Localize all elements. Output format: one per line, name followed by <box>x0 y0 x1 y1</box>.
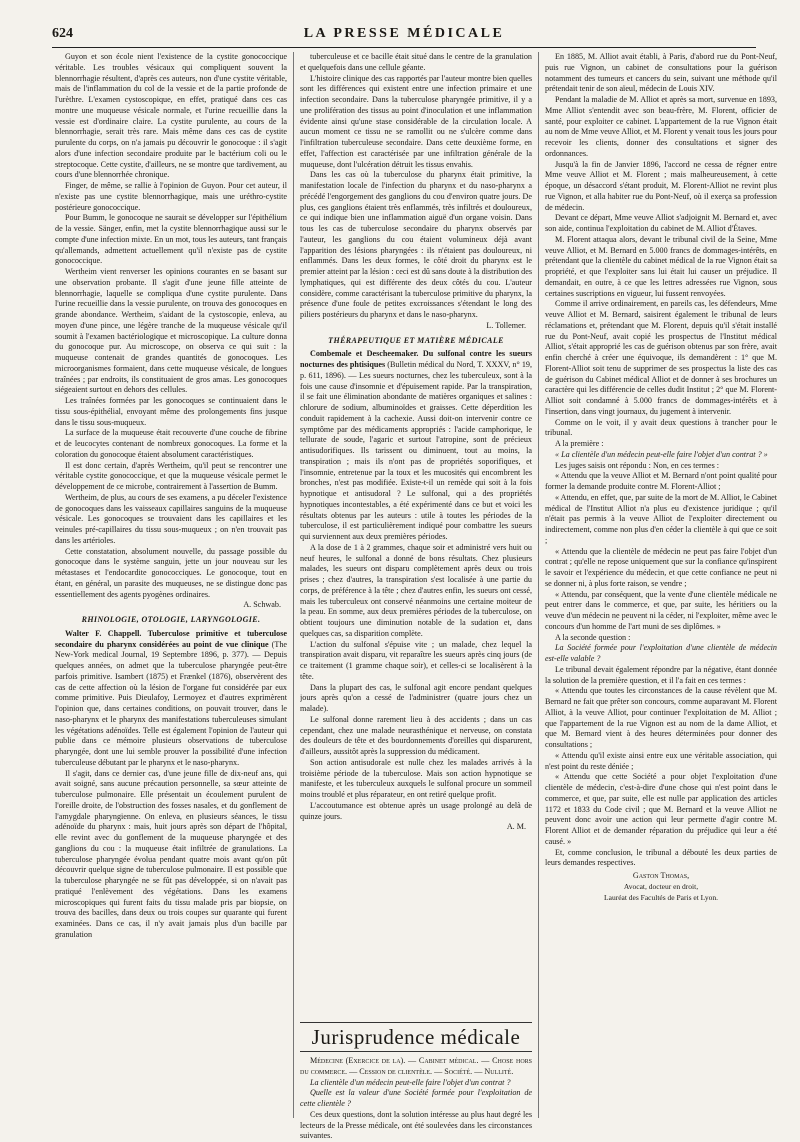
jurisprudence-intro <box>300 1056 532 1142</box>
paragraph: A la première : <box>555 439 604 448</box>
paragraph: Dans les cas où la tuberculose du pharynx était primitive, la manifestation locale de l'infection du pharynx et du naso-pharynx a précédé l'engorgement des ganglions du cou d'environ quatre jours. De plus, ces ganglions étaient très enflammés, très infiltrés et douloureux, ce qui indique bien une inflammation aiguë d'un organe voisin. Dans tous les cas de tuberculose secondaire du pharynx observés par l'auteur, les ganglions du cou étaient volumineux déjà avant l'apparition des lésions pharyngées : ils n'étaient pas douloureux, ni enflammés. Dans les deux formes, le côté droit du pharynx est le premier atteint par la lésion : ceci est dû sans doute à la distribution des lymphatiques, qui est différente des deux côtés du cou. L'auteur considère, comme caractérisant la tuberculose primitive du pharynx, la présence d'une foule de petites excroissances s'étendant le long des piliers postérieurs du pharynx et dans le naso-pharynx. <box>300 170 532 319</box>
paragraph: « Attendu que cette Société a pour objet l'exploitation d'une clientèle de médecin, c'est-à-dire d'une chose qui n'est point dans le commerce, et que, par suite, elle est nulle par application des articles 1172 et 1833 du Code civil ; que M. Bernard et la veuve Alliot ne peuvent donc avoir une action qui leur permette d'agir contre M. Florent Alliot et de demander réparation du préjudice qui leur a été causé. » <box>545 772 777 846</box>
author-signature: L. Tollemer. <box>486 320 526 330</box>
citation: (Bulletin médical du Nord, T. XXXV, n° 19, p. 611, 1896). — <box>300 360 532 380</box>
paragraph: Guyon et son école nient l'existence de la cystite gonococcique véritable. Les troubles vésicaux qui compliquent souvent la blennorrhagie résultent, d'après ces auteurs, non d'une cystite véritable, mais de l'inflammation du col de la vessie et de la partie profonde de l'urèthre. L'examen cystoscopique, en effet, pratiqué dans ces cas montre une muqueuse vésicale normale, et l'urine recueillie dans la vessie est d'ordinaire claire. La cystite purulente, au cours de la blennorrhagie, serait très rare. Mais même dans ces cas de cystite purulente du corps, on n'a jamais pu découvrir le gonocoque : il s'agit alors d'une infection secondaire produite par le bactérium coli ou le streptocoque. Cette cystite, d'ailleurs, ne se montre que tardivement, au cours d'une blennorrhée chronique. <box>55 52 287 180</box>
author-title: Lauréat des Facultés de Paris et Lyon. <box>604 892 718 902</box>
paragraph: Ces deux questions, dont la solution intéresse au plus haut degré les lecteurs de la Presse médicale, ont été soulevées dans les circonstances suivantes. <box>300 1109 532 1141</box>
paragraph: Son action antisudorale est nulle chez les malades arrivés à la troisième période de la tuberculose. Mais son action hypnotique se manifeste, et les tuberculeux auxquels le sulfonal procure un sommeil moins troublé et plus réparateur, en ont retiré quelque profit. <box>300 757 532 799</box>
article-lead <box>55 629 287 769</box>
quote: La Société formée pour l'exploitation d'une clientèle de médecin est-elle valable ? <box>545 643 777 663</box>
quote: « La clientèle d'un médecin peut-elle faire l'objet d'un contrat ? » <box>555 449 768 459</box>
column-1 <box>55 52 287 1118</box>
paragraph: L'accoutumance est obtenue après un usage prolongé au delà de quinze jours. <box>300 800 532 821</box>
paragraph: Wertheim, de plus, au cours de ses examens, a pu déceler l'existence de gonocoques dans les vaisseaux capillaires sanguins de la muqueuse vésicale. Les gonocoques se trouvaient dans les capillaires et les veinules pré-capillaires du tissu sous-muqueux ; on n'en trouvait pas dans les artérioles. <box>55 492 287 545</box>
header-rule <box>52 47 756 48</box>
keywords: Médecine (Exercice de la). — Cabinet médical. — Chose hors du commerce. — Cession de clientèle. — Société. — Nullité. <box>300 1056 532 1076</box>
paragraph: Et, comme conclusion, le tribunal a débouté les deux parties de leurs demandes respectives. <box>545 847 777 868</box>
paragraph: Les juges saisis ont répondu : Non, en ces termes : <box>555 460 720 470</box>
paragraph: Pour Bumm, le gonocoque ne saurait se développer sur l'épithélium de la vessie. Sänger, enfin, met la cystite blennorrhagique aussi sur le compte d'une infection mixte. En un mot, tous les auteurs, tant français qu'allemands, admettent actuellement qu'il n'existe pas de cystite gonococcique. <box>55 213 287 266</box>
section-heading: RHINOLOGIE, OTOLOGIE, LARYNGOLOGIE. <box>81 615 261 624</box>
paragraph: Dans la plupart des cas, le sulfonal agit encore pendant quelques jours après qu'on a cessé de l'administrer (quatre jours chez un malade). <box>300 682 532 713</box>
author-signature: A. M. <box>506 822 526 832</box>
paragraph: Le tribunal devait également répondre par la négative, étant donnée la solution de la première question, et il l'a fait en ces termes : <box>545 664 777 685</box>
paragraph: La surface de la muqueuse était recouverte d'une couche de fibrine et de leucocytes contenant de nombreux gonocoques. La forme et la coloration du gonocoque étaient absolument caractéristiques. <box>55 428 287 459</box>
paragraph: « Attendu qu'il existe ainsi entre eux une véritable association, qui n'est point du reste déniée ; <box>545 750 777 771</box>
paragraph: « Attendu que toutes les circonstances de la cause révèlent que M. Bernard ne fait que prêter son concours, comme auparavant M. Florent Alliot, à la veuve Alliot, pour continuer l'exploitation de M. Alliot ; que l'appartement de la rue Vignon est au nom de la dame Alliot, et que M. Bernard vient à des heures déterminées pour donner des consultations ; <box>545 686 777 749</box>
paragraph: Devant ce départ, Mme veuve Alliot s'adjoignit M. Bernard et, avec son aide, continua l'exploitation du cabinet de M. Alliot d'Étaves. <box>545 213 777 233</box>
question: La clientèle d'un médecin peut-elle faire l'objet d'un contrat ? <box>310 1077 511 1087</box>
paragraph: « Attendu que la clientèle de médecin ne peut pas faire l'objet d'un contrat ; qu'elle ne repose uniquement que sur la confiance qu'inspirent le savoir et l'expérience du médecin, et que cette confiance ne peut ni se donner ni, à plus forte raison, se vendre ; <box>545 546 777 588</box>
paragraph: Finger, de même, se rallie à l'opinion de Guyon. Pour cet auteur, il n'existe pas une cystite blennorrhagique, mais une uréthro-cystite postérieure gonococcique. <box>55 181 287 212</box>
paragraph: Les sueurs nocturnes, chez les tuberculeux, sont à la fois une cause d'insomnie et d'épuisement rapide. Par la transpiration, il se fait une élimination abondante de matières organiques et salines : chlorure de sodium, albuminoïdes et graisses. Cette déperdition les conduit rapidement à la cachexie. Aussi doit-on intervenir contre ce symptôme par des médicaments appropriés : l'acide camphorique, le tellurate de soude, l'agaric et surtout l'atropine, sont de précieux antisudorifiques. Ils tarissent ou diminuent, tout au moins, la transpiration ; mais ils n'ont pas de propriétés soporifiques, et l'insomnie, entretenue par la toux et les mucosités qui encombrent les bronches, n'est pas modifiée. Existe-t-il un remède qui soit à la fois hypnotique et antisudoral ? Le sulfonal, qui a des propriétés hypnotiques incontestables, a été expérimenté dans ce but et voici les résultats obtenus par les auteurs : utile à toutes les périodes de la tuberculose, il est particulièrement indiqué pour combattre les sueurs qui surviennent aux deux premières périodes. <box>300 370 532 541</box>
article-title: Walter F. Chappell. Tuberculose primitive et tuberculose secondaire du pharynx considérées au point de vue clinique <box>55 628 287 649</box>
author-title: Avocat, docteur en droit, <box>623 881 699 891</box>
paragraph: « Attendu que la veuve Alliot et M. Bernard n'ont point qualité pour former la demande produite contre M. Florent-Alliot ; <box>545 471 777 491</box>
article-title: Combemale et Descheemaker. Du sulfonal contre les sueurs nocturnes des phtisiques <box>300 349 532 369</box>
author-signature: Gaston Thomas, <box>632 871 690 880</box>
paragraph: A la seconde question : <box>555 632 631 642</box>
column-2 <box>300 52 532 1118</box>
paragraph: Le sulfonal donne rarement lieu à des accidents ; dans un cas cependant, chez une malade neurasthénique et nerveuse, on constata des douleurs de tête et des bourdonnements d'oreilles qui disparurent, d'ailleurs, aussitôt après la suppression du médicament. <box>300 714 532 756</box>
citation: (The New-York medical Journal, 19 Septembre 1896, p. 377). — <box>55 639 287 660</box>
paragraph: Il s'agit, dans ce dernier cas, d'une jeune fille de dix-neuf ans, qui avait soigné, sans aucune précaution personnelle, sa sœur atteinte de tuberculose pulmonaire. Elle présentait un écoulement purulent de l'oreille droite, de l'obstruction des fosses nasales, et du gonflement de l'amygdale pharyngienne. On enleva, en plusieurs séances, le tissu adénoïde du pharynx : mais, huit jours après son départ de l'hôpital, elle revint avec du gonflement de la muqueuse pharyngée et des ganglions du cou : la muqueuse était infiltrée de granulations. La tuberculose pharyngée évolua pendant quatre mois avant qu'on pût découvrir quelque signe de tuberculose pulmonaire. Il est possible que la tuberculose pharyngée ne se fût pas développée, si on n'avait pas pratiqué l'enlèvement des végétations. Dans les examens microscopiques qui furent faits du tissu malade pris par biopsie, on trouva des bacilles, dans deux ou trois coupes sur quarante qui furent examinées. Dans ce cas, il n'y avait jamais plus d'un bacille par granulation <box>55 768 287 939</box>
section-heading: THÉRAPEUTIQUE ET MATIÈRE MÉDICALE <box>328 335 504 345</box>
paragraph: tuberculeuse et ce bacille était situé dans le centre de la granulation et quelquefois dans une cellule géante. <box>300 52 532 72</box>
paragraph: Jusqu'à la fin de Janvier 1896, l'accord ne cessa de régner entre Mme veuve Alliot et M. Florent ; mais malheureusement, à cette époque, un désaccord s'étant produit, M. Florent-Alliot ne revint plus rue Vignon, et alla habiter rue du Pont-Neuf, où il exerça sa profession de médecin. <box>545 159 777 212</box>
author-signature: A. Schwab. <box>243 600 281 610</box>
article-lead <box>300 349 532 543</box>
paragraph: Cette constatation, absolument nouvelle, du passage possible du gonocoque dans le système sanguin, jette un jour nouveau sur les métastases et l'endocardite gonococciques. Le gonocoque, tout en étant, en général, un parasite des muqueuses, ne se distingue donc pas essentiellement des agents pyogènes ordinaires. <box>55 546 287 599</box>
paragraph: « Attendu, en effet, que, par suite de la mort de M. Alliot, le Cabinet médical de l'Institut Alliot n'a plus eu d'existence juridique ; qu'il n'était pas permis à la veuve Alliot de l'exploiter directement ou indirectement, comme non plus d'en céder la clientèle à qui que ce soit ; <box>545 492 777 545</box>
paragraph: Comme il arrive ordinairement, en pareils cas, les défendeurs, Mme veuve Alliot et M. Bernard, saisirent également le tribunal de leurs réclamations et, prétendant que M. Florent, depuis qu'il s'était installé rue du Pont-Neuf, avait copié les prospectus de l'Institut médical Alliot, s'était approprié les cas de guérison obtenus par son frère, avait enfin cherché à créer une équivoque, ils demandèrent : 1° que M. Florent-Alliot soit tenu de supprimer de ses prospectus la liste des cas de guérison du Cabinet médical Alliot et de donner à ses brochures un caractère qui les différencie de celles dudit Institut ; 2° que M. Florent-Alliot soit condamné à 5.000 francs de dommages-intérêts et à l'insertion, dans vingt journaux, du jugement à intervenir. <box>545 299 777 416</box>
paragraph: Pendant la maladie de M. Alliot et après sa mort, survenue en 1893, Mme Alliot s'entendit avec son beau-frère, M. Florent, officier de santé, pour exploiter ce cabinet. L'appartement de la rue Vignon était au nom de Mme veuve Alliot, et M. Florent y venait tous les jours pour recevoir les clients, donner des consultations et signer des ordonnances. <box>545 95 777 158</box>
paragraph: Les traînées formées par les gonocoques se continuaient dans le tissu sous-épithélial, envoyant même des prolongements fins jusque dans le tissu sous-muqueux. <box>55 396 287 427</box>
question: Quelle est la valeur d'une Société formée pour l'exploitation de cette clientèle ? <box>300 1088 532 1108</box>
page-number: 624 <box>52 26 73 41</box>
paragraph: Comme on le voit, il y avait deux questions à trancher pour le tribunal. <box>545 417 777 438</box>
journal-title: LA PRESSE MÉDICALE <box>303 26 505 41</box>
column-divider <box>293 52 294 1118</box>
paragraph: Wertheim vient renverser les opinions courantes en se basant sur une observation probante. Il s'agit d'une jeune fille atteinte de blennorrhagie, laquelle se compliqua d'une cystite purulente. Dans l'urine recueillie dans la vessie purulente, on trouva des gonocoques en grande abondance. Wertheim, s'aidant de la cystoscopie, enleva, au moyen d'une pince, une légère tranche de la muqueuse vésicale qu'il soumit à l'examen bactériologique et microscopique. La culture donna du gonocoque pur. Au microscope, on observa ce qui suit : la muqueuse contenait de grandes quantités de gonocoques. Les microorganismes formaient, dans cette muqueuse vésicale, de longues traînées ; par endroits, ils constituaient de gros amas. Les gonocoques siégeaient surtout en dehors des cellules. <box>55 267 287 395</box>
paragraph: Depuis quelques années, on admet que la tuberculose pharyngée peut-être parfois primitive. Isambert (1875) et Frænkel (1876), observèrent des cas de cette affection où la lésion de l'organe fut considérée par eux comme primitive. Puis Dieulafoy, Lermoyez et d'autres exprimèrent l'opinion que, dans certaines conditions, on pouvait trouver, dans le naso-pharynx et le pharynx des manifestations tuberculeuses simulant les végétations adénoïdes. Telle est également l'opinion de l'auteur qui publie dans ce mémoire plusieurs observations de tuberculose pharyngée, dont une lui semble prouver la possibilité d'une infection tuberculeuse débutant par le pharynx et le naso-pharynx. <box>55 650 287 767</box>
jurisprudence-banner: Jurisprudence médicale <box>300 1022 532 1052</box>
column-divider <box>538 52 539 1118</box>
page-header <box>52 26 756 44</box>
column-3 <box>545 52 777 1118</box>
paragraph: A la dose de 1 à 2 grammes, chaque soir et administré vers huit ou neuf heures, le sulfonal a donné de bons résultats. Chez plusieurs malades, les sueurs ont disparu complètement après deux ou trois prises ; chez d'autres, la transpiration s'est localisée à une partie du corps, de préférence à la tête ; chez d'autres enfin, les sueurs ont cessé, mais les tuberculeux ont conservé néanmoins une certaine moiteur de la peau. En somme, aux deux premières périodes de la tuberculose, on obtient toujours une diminution notable de la sudation et, dans quelques cas, sa disparition complète. <box>300 542 532 638</box>
paragraph: L'action du sulfonal s'épuise vite ; un malade, chez lequel la transpiration avait disparu, vit reparaître les sueurs après cinq jours (de ce traitement (1 gramme chaque soir), et celles-ci se localisèrent à la tête. <box>300 639 532 681</box>
paragraph: L'histoire clinique des cas rapportés par l'auteur montre bien quelles sont les différences qui existent entre une infection primaire et une infection secondaire. Dans la tuberculose pharyngée primitive, il y a une prolifération des tissus au point d'inoculation et une inflammation évidente ainsi qu'une stase considérable de la circulation locale. A aucun moment ce tissu ne se ramollit ou ne s'ulcère comme dans l'infiltration tuberculeuse secondaire. Dans cette deuxième forme, en effet, l'affection est caractérisée par une infiltration générale de la muqueuse, dont l'ulcération détruit les tissus envahis. <box>300 73 532 169</box>
paragraph: « Attendu, par conséquent, que la vente d'une clientèle médicale ne peut entrer dans le commerce, et que, par suite, les héritiers ou la veuve d'un médecin ne peuvent ni la céder, ni l'exploiter, même avec le concours d'un homme de l'art muni de ses diplômes. » <box>545 589 777 631</box>
paragraph: En 1885, M. Alliot avait établi, à Paris, d'abord rue du Pont-Neuf, puis rue Vignon, un cabinet de consultations pour la guérison notamment des tumeurs et cancers du sein, suivant une méthode qu'il prétendait tenir de son aïeul, médecin de Louis XIV. <box>545 52 777 94</box>
paragraph: Il est donc certain, d'après Wertheim, qu'il peut se rencontrer une véritable cystite gonococcique, et que la muqueuse vésicale permet le développement de ce microbe, contrairement à l'assertion de Bumm. <box>55 460 287 491</box>
paragraph: M. Florent attaqua alors, devant le tribunal civil de la Seine, Mme veuve Alliot, et M. Bernard en 5.000 francs de dommages-intérêts, en prétendant que la clientèle du cabinet médical de la rue Vignon était sa propriété, et que l'exploiter sans lui était lui causer un préjudice. Il demandait, en outre, à ce que les lettres adressées rue Vignon, sous certaines suscriptions en vigueur, lui fussent renvoyées. <box>545 234 777 298</box>
